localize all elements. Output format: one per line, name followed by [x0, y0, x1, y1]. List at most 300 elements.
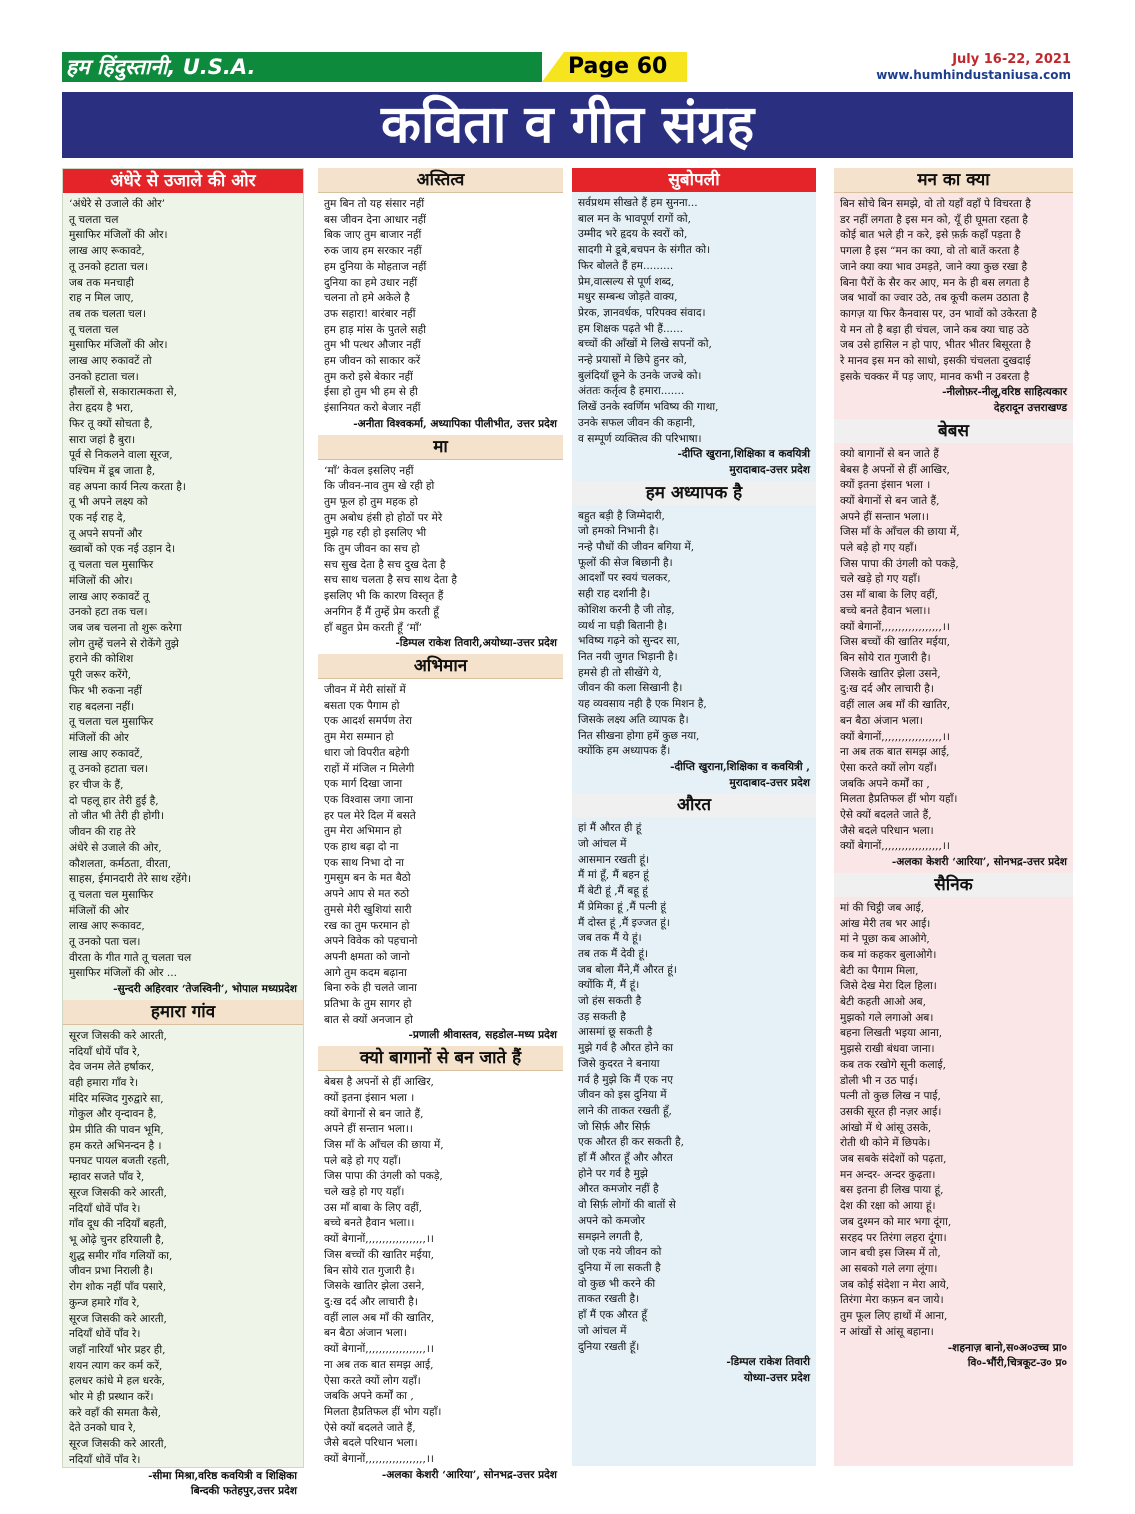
- poem: [318, 168, 563, 435]
- poem-line: मैं मां हूँ, मैं बहन हूं: [578, 869, 649, 882]
- poem-line: जीवन की राह तेरे: [69, 826, 136, 839]
- poem-author: -दीप्ति खुराना,शिक्षिका व कवयित्री ,: [670, 760, 810, 773]
- poem-line: नन्हे पौधों की जीवन बगिया में,: [578, 541, 695, 554]
- poem-line: बच्चों की आँखों मे लिखे सपनों को,: [578, 338, 712, 351]
- poem-line: देव जनम लेते हर्षाकर,: [69, 1061, 155, 1074]
- poem-line: बच्चे बनते हैवान भला।।: [840, 604, 931, 617]
- poem-line: गर्व है मुझे कि मैं एक नए: [578, 1073, 673, 1086]
- poem-line: आ सबको गले लगा लूंगा।: [840, 1263, 938, 1275]
- poem-line: पत्नी तो कुछ लिख न पाई,: [840, 1090, 941, 1103]
- poem-line: क्योंकि मैं, मैं हूं।: [578, 979, 640, 992]
- poem-line: बस इतना ही लिख पाया हूं,: [840, 1184, 944, 1197]
- poem-line: मन अन्दर- अन्दर कुढ़ता।: [840, 1168, 936, 1181]
- poem-line: हराने की कोशिश: [69, 653, 134, 666]
- poem-line: इसके चक्कर में पड़ जाए, मानव कभी न उबरता है: [840, 370, 1030, 383]
- poem-line: तुम करो इसे बेकार नहीं: [324, 370, 413, 383]
- poem-line: कोशिश करनी है जी तोड़,: [578, 603, 675, 616]
- poem-line: गाँव दूध की नदियाँ बहती,: [69, 1218, 168, 1231]
- poem-line: क्यों इतना इंसान भला ।: [324, 1091, 415, 1104]
- poem-line: दुनिया का हमे उधार नहीं: [324, 276, 418, 289]
- poem-line: जिस बच्चों की खातिर मईया,: [324, 1248, 434, 1261]
- poem-line: मुझसे राखी बंधवा जाना।: [840, 1043, 935, 1056]
- masthead-brand: हम हिंदुस्तानी, U.S.A.: [66, 55, 256, 79]
- website-link[interactable]: www.humhindustaniusa.com: [876, 68, 1071, 82]
- poem-line: हम शिक्षक पढ़ते भी हैं......: [578, 322, 684, 335]
- poem-line: अंततः कर्तृत्व है हमारा.......: [578, 385, 685, 398]
- poem-line: उड़ सकती है: [578, 1010, 626, 1023]
- poem-line: राह न मिल जाए,: [69, 292, 134, 305]
- poem-line: रे मानव इस मन को साधो, इसकी चंचलता दुखदाई: [840, 355, 1031, 368]
- poem-line: तू भी अपने लक्ष्य को: [69, 496, 148, 509]
- poem-line: जिस बच्चों की खातिर मईया,: [840, 636, 950, 649]
- poem-line: कि जीवन-नाव तुम खे रही हो: [324, 480, 435, 493]
- poem-line: फिर भी रुकना नहीं: [69, 684, 142, 697]
- poem-line: एक आदर्श समर्पण तेरा: [324, 715, 413, 728]
- poem-author: -दीप्ति खुराना,शिक्षिका व कवयित्री: [677, 448, 810, 461]
- poem-line: एक औरत ही कर सकती है,: [578, 1136, 684, 1149]
- poem-line: हाँ मैं एक औरत हूँ: [578, 1309, 648, 1322]
- poem-line: तुमसे मेरी खुशियां सारी: [324, 903, 412, 916]
- poem-line: आसमां छू सकती है: [578, 1026, 653, 1039]
- poem-author: -अनीता विश्वकर्मा, अध्यापिका पीलीभीत, उत्तर प्रदेश: [353, 417, 557, 430]
- poem-line: दो पहलू हार तेरी हुई है,: [69, 794, 159, 807]
- poem-line: जिस माँ के आँचल की छाया में,: [324, 1138, 444, 1151]
- poem-line: मुसाफिर मंजिलों की ओर।: [69, 229, 168, 242]
- poem-line: सच सुख देता है सच दुख देता है: [324, 558, 446, 571]
- poem-line: जब जब चलना तो शुरू करेगा: [69, 621, 182, 634]
- poem-line: जहाँ नारियाँ भोर प्रहर ही,: [69, 1343, 166, 1356]
- poem-author-location: मुरादाबाद-उत्तर प्रदेश: [729, 463, 810, 476]
- poem-line: मां की चिट्ठी जब आई,: [840, 901, 925, 914]
- poem-line: भोर मे ही प्रस्थान करें।: [69, 1391, 154, 1404]
- poem-line: कोई बात भले ही न करे, इसे फ़र्क़ कहाँ पड़ता है: [840, 229, 1021, 242]
- page-number: Page 60: [568, 54, 668, 79]
- poem-line: चलना तो हमे अकेले है: [324, 292, 410, 305]
- poem-line: क्यों बेगानों,,,,,,,,,,,,,,,,,,।।: [324, 1453, 434, 1466]
- poem-line: सरहद पर तिरंगा लहरा दूंगा।: [840, 1231, 947, 1244]
- poem-line: नदियाँ धोयें पाँव रे,: [69, 1045, 140, 1058]
- poem-line: जो सिर्फ़ और सिर्फ़: [578, 1120, 651, 1133]
- poem-line: ऐसा करते क्यों लोग यहाँ।: [324, 1374, 421, 1387]
- poem-line: अपनी क्षमता को जानो: [324, 950, 410, 963]
- poem-line: बिन सोये रात गुजारी है।: [324, 1264, 415, 1277]
- poem-line: हर चीज के हैं,: [69, 779, 124, 792]
- poem-line: क्यों बेगानों से बन जाते हैं,: [840, 494, 940, 507]
- poem-line: अपने हीं सन्तान भला।।: [324, 1123, 413, 1136]
- poem-line: तू चलता चल मुसाफिर: [69, 888, 154, 901]
- poem-line: बहना लिखती भइया आना,: [840, 1027, 943, 1040]
- poem-line: बिना रुके ही चलते जाना: [324, 982, 417, 995]
- poem-line: सूरज जिसकी करे आरती,: [69, 1029, 167, 1042]
- poem-body: [834, 193, 1073, 419]
- poem-line: प्रतिभा के तुम सागर हो: [324, 998, 412, 1011]
- poem-line: करे वहाँ की समता कैसे,: [69, 1406, 162, 1419]
- poem-line: तब तक मैं देवी हूं।: [578, 947, 648, 960]
- poem-line: मंजिलों की ओर: [69, 731, 129, 744]
- poem-line: औरत कमजोर नहीं है: [578, 1183, 659, 1196]
- poem-line: बुलंदियाँ छूने के उनके जज्बे को।: [578, 369, 702, 382]
- poem-author: -नीलोफ़र-नीलू,वरिष्ठ साहित्यकार: [942, 386, 1067, 399]
- poem-line: तू उनको हटाता चल।: [69, 260, 149, 273]
- poem-line: कि तुम जीवन का सच हो: [324, 543, 420, 556]
- poem-body: [834, 897, 1073, 1374]
- poem-body: [318, 679, 563, 1046]
- poem: [572, 168, 816, 481]
- poem-line: फिर तू क्यों सोचता है,: [69, 417, 153, 430]
- poem-line: अंधेरे से उजाले की ओर,: [69, 841, 162, 854]
- poem-line: क्यों बेगानों से बन जाते हैं,: [324, 1107, 424, 1120]
- poem-line: एक हाथ बढ़ा दो ना: [324, 841, 399, 854]
- poem-line: बेबस है अपनों से हीं आखिर,: [324, 1076, 434, 1089]
- poem-line: लिखें उनके स्वर्णिम भविष्य की गाथा,: [578, 401, 719, 414]
- column-3: [572, 168, 816, 1466]
- poem-body: [63, 193, 303, 1000]
- poem-line: यह व्यवसाय नही है एक मिशन है,: [578, 698, 707, 711]
- poem-author: -प्रणाली श्रीवास्तव, सहडोल-मध्य प्रदेश: [408, 1029, 557, 1042]
- poem-line: जब तक मैं ये हूं।: [578, 932, 642, 945]
- poem-line: उफ सहारा! बारंबार नहीं: [324, 307, 416, 320]
- poem-line: कब मां कहकर बुलाओगे।: [840, 948, 937, 961]
- poem-author: -सीमा मिश्रा,वरिष्ठ कवयित्री व शिक्षिका: [148, 1469, 297, 1482]
- poem-line: रोती थी कोने में छिपके।: [840, 1137, 931, 1150]
- poem-line: बस जीवन देना आधार नहीं: [324, 213, 426, 226]
- poem-title: औरत: [572, 793, 816, 817]
- poem-line: जो हमको निभानी है।: [578, 525, 659, 538]
- poem-line: जब दुश्मन को मार भगा दूंगा,: [840, 1215, 952, 1228]
- poem-line: बच्चे बनते हैवान भला।।: [324, 1217, 415, 1230]
- poem-line: अनगिन हैं मैं तुम्हें प्रेम करती हूँ: [324, 605, 439, 618]
- poem-line: हलधर कांधे मे हल धरके,: [69, 1375, 166, 1388]
- poem-line: मिलता हैप्रतिफल हीं भोग यहाँ।: [324, 1405, 442, 1418]
- poem-line: मुसाफिर मंजिलों की ओर।: [69, 339, 168, 352]
- poem-line: आदर्शों पर स्वयं चलकर,: [578, 572, 671, 585]
- poem-line: मैं दोस्त हूं ,मैं इज्जत हूं।: [578, 916, 670, 929]
- poem-line: राहों में मंजिल न मिलेगी: [324, 762, 415, 775]
- poem-body: [318, 460, 563, 654]
- poem-line: मंजिलों की ओर: [69, 904, 129, 917]
- poem-line: समझने लगती है,: [578, 1230, 644, 1243]
- poem-line: जिस पापा की उंगली को पकड़े,: [324, 1170, 443, 1183]
- poem-line: पूर्व से निकलने वाला सूरज,: [69, 449, 173, 462]
- poem-line: उस माँ बाबा के लिए वहीं,: [840, 589, 939, 602]
- poem-line: व्यर्थ ना घड़ी बितानी है।: [578, 619, 668, 632]
- poem-line: फूलों की सेज बिछानी है।: [578, 556, 673, 569]
- poem-line: लाख आए रुकावटें तू: [69, 590, 149, 603]
- poem-line: वह अपना कार्य नित्य करता है।: [69, 480, 186, 493]
- poem-line: सूरज जिसकी करे आरती,: [69, 1186, 167, 1199]
- poem-line: नित नयी जुगत भिड़ानी है।: [578, 650, 678, 663]
- poem-line: फिर बोलते हैं हम.........: [578, 259, 674, 272]
- poem-line: हां मैं औरत ही हूं: [578, 822, 642, 835]
- poem-line: क्योंकि हम अध्यापक हैं।: [578, 745, 671, 758]
- poem-line: तुम मेरा अभिमान हो: [324, 825, 402, 838]
- poem-line: बिन सोचे बिन समझे, वो तो यहाँ वहाँ पे विचरता है: [840, 198, 1031, 210]
- poem-line: जबकि अपने कर्मों का ,: [840, 777, 930, 790]
- poem-line: देश की रक्षा को आया हूं।: [840, 1200, 936, 1213]
- poem-line: अपने हीं सन्तान भला।।: [840, 510, 929, 523]
- poem-line: ‘माँ’ केवल इसलिए नहीं: [324, 464, 414, 477]
- poem-line: ना अब तक बात समझ आई,: [840, 746, 950, 759]
- poem-body: [572, 192, 816, 481]
- poem-line: तुम फूल लिए हाथों में आना,: [840, 1310, 948, 1323]
- poem-line: ख्वाबों को एक नई उड़ान दे।: [69, 543, 176, 556]
- poem-line: दुनिया में ला सकती है: [578, 1262, 661, 1274]
- poem-line: जान बची इस जिस्म में तो,: [840, 1247, 941, 1260]
- poem-line: चले खड़े हो गए यहाँ।: [324, 1186, 405, 1199]
- poem-line: बाल मन के भावपूर्ण रागों को,: [578, 212, 691, 225]
- poem-line: जबकि अपने कर्मों का ,: [324, 1390, 414, 1403]
- poem-line: बेटी का पैगाम मिला,: [840, 964, 919, 977]
- poem-line: एक साथ निभा दो ना: [324, 856, 404, 869]
- poem-body: [318, 1071, 563, 1485]
- column-1: [62, 168, 304, 1498]
- poem-line: रोग शोक नहीं पाँव पसारे,: [69, 1281, 167, 1294]
- poem-line: ऐसा करते क्यों लोग यहाँ।: [840, 761, 937, 774]
- poem-line: जब कोई संदेशा न मेरा आये,: [840, 1278, 950, 1291]
- poem-line: तुम मेरा सम्मान हो: [324, 731, 394, 744]
- poem-line: तब तक चलता चल।: [69, 307, 146, 320]
- poem-title: सैनिक: [834, 873, 1073, 897]
- poem-line: कब तक रखोगे सूनी कलाई,: [840, 1058, 946, 1071]
- poem-line: उनको हटाता चल।: [69, 370, 139, 383]
- poem-line: वो कुछ भी करने की: [578, 1277, 656, 1290]
- poem-line: लोग तुम्हें चलने से रोकेंगे तुझे: [69, 637, 179, 650]
- poem: [318, 435, 563, 654]
- poem-line: देते उनको घाव रे,: [69, 1422, 136, 1435]
- poem-line: जीवन को इस दुनिया में: [578, 1089, 667, 1102]
- poem-line: मुझको गले लगाओ अब।: [840, 1011, 934, 1024]
- poem-body: [572, 817, 816, 1388]
- poem-line: धारा जो विपरीत बहेगी: [324, 746, 410, 759]
- poem-line: ऐसे क्यों बदलते जाते हैं,: [324, 1421, 416, 1434]
- poem-line: बेटी कहती आओ अब,: [840, 996, 926, 1009]
- poem-line: तू चलता चल: [69, 323, 119, 336]
- poem-line: अपने आप से मत रुठो: [324, 888, 410, 901]
- poem-line: बेबस है अपनों से हीं आखिर,: [840, 463, 950, 476]
- poem-line: हम दुनिया के मोहताज नहीं: [324, 260, 427, 273]
- poem-line: वीरता के गीत गाते तू चलता चल: [69, 951, 192, 964]
- poem-line: बन बैठा अंजान भला।: [840, 714, 923, 727]
- poem-line: गोकुल और वृन्दावन है,: [69, 1108, 157, 1121]
- poem-author-location: बिन्दकी फतेहपुर,उत्तर प्रदेश: [190, 1485, 297, 1498]
- poem-line: डोली भी न उठ पाई।: [840, 1074, 918, 1087]
- poem-line: गुमसुम बन के मत बैठो: [324, 872, 411, 885]
- poem-line: वो सिर्फ़ लोगों की बातों से: [578, 1199, 676, 1212]
- poem-line: जब भावों का ज्वार उठे, तब कूची कलम उठाता है: [840, 292, 1029, 305]
- poem-line: उम्मीद भरे हृदय के स्वरों को,: [578, 228, 688, 241]
- poem-line: बिना पैरों के सैर कर आए, मन के ही बस लगता है: [840, 276, 1030, 289]
- poem-line: क्यों बेगानों,,,,,,,,,,,,,,,,,,।।: [840, 730, 950, 743]
- poem: [834, 168, 1073, 419]
- poem-line: बात से क्यों अनजान हो: [324, 1013, 413, 1026]
- poem-line: नदियाँ धोवें पाँव रे।: [69, 1453, 141, 1466]
- poem-line: जीवन प्रभा निराली है।: [69, 1265, 153, 1278]
- poem-line: कुन्ज हमारे गाँव रे,: [69, 1296, 140, 1309]
- poem-line: ‘अंधेरे से उजाले की ओर’: [69, 198, 165, 210]
- poem-body: [318, 193, 563, 435]
- poem-author-location: देहरादून उत्तराखण्ड: [993, 402, 1067, 415]
- poem-line: क्यों बेगानों,,,,,,,,,,,,,,,,,,।।: [840, 620, 950, 633]
- poem-line: पले बड़े हो गए यहाँ।: [324, 1154, 402, 1167]
- poem-line: जिसके खातिर झेला उसने,: [840, 667, 941, 680]
- poem-line: शयन त्याग कर कर्म करें,: [69, 1359, 163, 1372]
- poem-line: बन बैठा अंजान भला।: [324, 1327, 407, 1340]
- poem-line: कागज़ या फिर कैनवास पर, उन भावों को उकेरता है: [840, 307, 1037, 320]
- poem-author-location: मुरादाबाद-उत्तर प्रदेश: [729, 776, 810, 789]
- poem-line: एक मार्ग दिखा जाना: [324, 778, 403, 791]
- poem-line: सूरज जिसकी करे आरती,: [69, 1312, 167, 1325]
- poem-line: जो हंस सकती है: [578, 995, 642, 1008]
- poem-line: तू चलता चल मुसाफिर: [69, 559, 154, 572]
- poem-title: हमारा गांव: [63, 1000, 303, 1025]
- poem-line: जो आंचल में: [578, 838, 627, 851]
- poem-line: नदियाँ धोवें पाँव रे।: [69, 1328, 141, 1341]
- poem-author-location: योध्या-उत्तर प्रदेश: [743, 1371, 810, 1384]
- poem-line: जैसे बदले परिधान भला।: [324, 1437, 418, 1450]
- poem-body: [834, 443, 1073, 873]
- poem-body: [63, 1025, 303, 1502]
- poem-line: ना अब तक बात समझ आई,: [324, 1358, 434, 1371]
- poem: [572, 793, 816, 1388]
- poem-line: सूरज जिसकी करे आरती,: [69, 1438, 167, 1451]
- poem-line: उस माँ बाबा के लिए वहीं,: [324, 1201, 423, 1214]
- poem-line: भू ओढ़े चुनर हरियाली है,: [69, 1234, 165, 1246]
- poem-line: वहीं लाल अब माँ की खातिर,: [324, 1311, 435, 1324]
- poem-line: होने पर गर्व है मुझे: [578, 1167, 648, 1180]
- poem-line: तेरा हृदय है भरा,: [69, 402, 134, 415]
- poem-line: प्रेरक, ज्ञानवर्धक, परिपक्व संवाद।: [578, 306, 706, 319]
- poem-line: लाख आए रुकावटें तो: [69, 355, 152, 368]
- poem-title: क्यो बागानों से बन जाते हैं: [318, 1046, 563, 1071]
- poem-line: जिसे कुदरत ने बनाया: [578, 1057, 660, 1070]
- poem-line: डर नहीं लगता है इस मन को, यूँ ही घूमता रहता है: [840, 213, 1028, 226]
- poem-line: क्यो बागानों से बन जाते हैं: [840, 447, 939, 460]
- poem-line: जीवन में मेरी सांसों में: [324, 683, 406, 696]
- poem-line: जब उसे हासिल न हो पाए, भीतर भीतर बिसूरता है: [840, 339, 1031, 352]
- poem-line: म्हावर सजते पाँव रे,: [69, 1171, 145, 1184]
- poem-line: तुम अबोध हंसी हो होठों पर मेरे: [324, 511, 443, 524]
- poem-line: लाख आए रूकावट,: [69, 920, 145, 933]
- poem-author: -अलका केशरी ‘आरिया’, सोनभद्र-उत्तर प्रदेश: [891, 856, 1067, 869]
- poem-line: जाने क्या क्या भाव उमड़ते, जाने क्या कुछ रखा है: [840, 260, 1028, 273]
- poem-line: उसकी सूरत ही नज़र आई।: [840, 1105, 942, 1118]
- poem-line: बहुत बड़ी है जिम्मेदारी,: [578, 509, 665, 522]
- poem-line: आसमान रखती हूं।: [578, 853, 650, 866]
- poem-line: सादगी मे डूबे,बचपन के संगीत को।: [578, 244, 711, 257]
- poem-line: पनघट पायल बजती रहती,: [69, 1155, 170, 1168]
- poem-line: बिन सोये रात गुजारी है।: [840, 651, 931, 664]
- poem: [63, 169, 303, 1000]
- poem-line: वही हमारा गाँव रे।: [69, 1076, 139, 1089]
- poem-line: मुझे गर्व है औरत होने का: [578, 1042, 673, 1055]
- poem-line: क्यों बेगानों,,,,,,,,,,,,,,,,,,।।: [324, 1343, 434, 1356]
- poem-line: उनको हटा तक चल।: [69, 606, 148, 619]
- poem-line: हमसे ही तो सीखेंगे ये,: [578, 666, 662, 679]
- poem-line: तुम बिन तो यह संसार नहीं: [324, 198, 425, 210]
- poem-line: बसता एक पैगाम हो: [324, 699, 400, 712]
- poem-line: तू चलता चल: [69, 213, 119, 226]
- poem-line: बिक जाए तुम बाजार नहीं: [324, 229, 422, 242]
- poem-line: मिलता हैप्रतिफल हीं भोग यहाँ।: [840, 793, 958, 806]
- poem-line: पश्चिम में डूब जाता है,: [69, 464, 156, 477]
- poem-title: सुबोपली: [572, 168, 816, 192]
- poem-line: भविष्य गढ़ने को सुन्दर सा,: [578, 635, 680, 648]
- poem-author: -शहनाज़ बानो,स०अ०उच्च प्रा०: [947, 1341, 1067, 1354]
- poem-line: हौसलों से, सकारात्मकता से,: [69, 386, 177, 399]
- poem-author: -सुन्दरी अहिरवार ‘तेजस्विनी’, भोपाल मध्यप्रदेश: [113, 983, 297, 996]
- poem-line: तुम फूल हो तुम महक हो: [324, 495, 418, 508]
- poem-line: सच साथ चलता है सच साथ देता है: [324, 574, 458, 587]
- poem-line: मां ने पूछा कब आओगे,: [840, 933, 930, 946]
- poem-line: जिसके लक्ष्य अति व्यापक है।: [578, 713, 689, 726]
- poem-author-location: वि०-भौंरी,चित्रकूट-उ० प्र०: [967, 1357, 1067, 1370]
- poem: [834, 873, 1073, 1374]
- poem-line: सर्वप्रथम सीखते हैं हम सुनना...: [578, 197, 698, 209]
- poem-line: राह बदलना नहीं।: [69, 700, 135, 713]
- poem-line: तो जीत भी तेरी ही होगी।: [69, 810, 165, 823]
- poem-title: मन का क्या: [834, 168, 1073, 193]
- poem-line: पले बड़े हो गए यहाँ।: [840, 542, 918, 555]
- poem: [318, 654, 563, 1046]
- poem: [834, 419, 1073, 873]
- poem-line: तू अपने सपनों और: [69, 527, 143, 540]
- poem-line: क्यों इतना इंसान भला ।: [840, 479, 931, 492]
- poem: [318, 1046, 563, 1485]
- poem-line: जीवन की कला सिखानी है।: [578, 682, 683, 695]
- poem-title: हम अध्यापक है: [572, 481, 816, 505]
- poem-line: रख का तुम फरमान हो: [324, 919, 410, 932]
- poem-line: तिरंगा मेरा कफ़न बन जाये।: [840, 1294, 944, 1307]
- poem-line: आंख मेरी तब भर आई।: [840, 917, 931, 930]
- poem-line: आगे तुम कदम बढ़ाना: [324, 966, 407, 979]
- poem-title: अभिमान: [318, 654, 563, 679]
- poem-line: हम जीवन को साकार करें: [324, 355, 421, 368]
- poem-line: जिस माँ के आँचल की छाया में,: [840, 526, 960, 539]
- poem-line: व सम्पूर्ण व्यक्तित्व की परिभाषा।: [578, 432, 702, 445]
- column-4: [834, 168, 1073, 1466]
- poem-title: अंधेरे से उजाले की ओर: [63, 169, 303, 193]
- poem-line: लाख आए रुकावटें,: [69, 747, 143, 760]
- poem-line: जो एक नये जीवन को: [578, 1246, 662, 1259]
- poem-line: मुझे गह रही हो इसलिए भी: [324, 527, 427, 540]
- poem-line: जब बोला मैंने,मैं औरत हूं।: [578, 963, 677, 976]
- poem-line: चले खड़े हो गए यहाँ।: [840, 573, 921, 586]
- poem-line: मैं बेटी हूं ,मैं बहू हूं: [578, 885, 648, 898]
- poem-line: मंदिर मस्जिद गुरुद्वारे सा,: [69, 1092, 164, 1105]
- poem-line: तू चलता चल मुसाफिर: [69, 716, 154, 729]
- poem-author: -डिम्पल राकेश तिवारी: [726, 1356, 810, 1369]
- poem-title: अस्तित्व: [318, 168, 563, 193]
- poem-line: दुनिया रखती हूँ।: [578, 1340, 640, 1353]
- poem-line: साहस, ईमानदारी तेरे साथ रहेंगे।: [69, 873, 192, 886]
- poem-line: जिसे देख मेरा दिल हिला।: [840, 980, 937, 993]
- poem-line: नित सीखना होगा हमें कुछ नया,: [578, 729, 700, 742]
- poem-line: जैसे बदले परिधान भला।: [840, 824, 934, 837]
- poem-line: मधुर सम्बन्ध जोड़ते वाक्य,: [578, 291, 678, 304]
- poem-body: [572, 505, 816, 794]
- poem-line: तू उनको हटाता चल।: [69, 763, 149, 776]
- poem-line: ऐसे क्यों बदलते जाते हैं,: [840, 809, 932, 822]
- poem-line: दु:ख दर्द और लाचारी है।: [324, 1296, 418, 1308]
- poem-line: एक नई राह दे,: [69, 512, 126, 525]
- poem: [63, 1000, 303, 1502]
- poem-line: ईसा हो तुम भी हम से ही: [324, 386, 418, 399]
- poem-line: आंखो में थे आंसू उसके,: [840, 1121, 932, 1134]
- poem-line: क्यों बेगानों,,,,,,,,,,,,,,,,,,।।: [840, 840, 950, 853]
- poem-line: दु:ख दर्द और लाचारी है।: [840, 683, 934, 696]
- poem-line: पूरी जरूर करेंगे,: [69, 669, 132, 682]
- poem-line: हर पल मेरे दिल में बसते: [324, 809, 416, 822]
